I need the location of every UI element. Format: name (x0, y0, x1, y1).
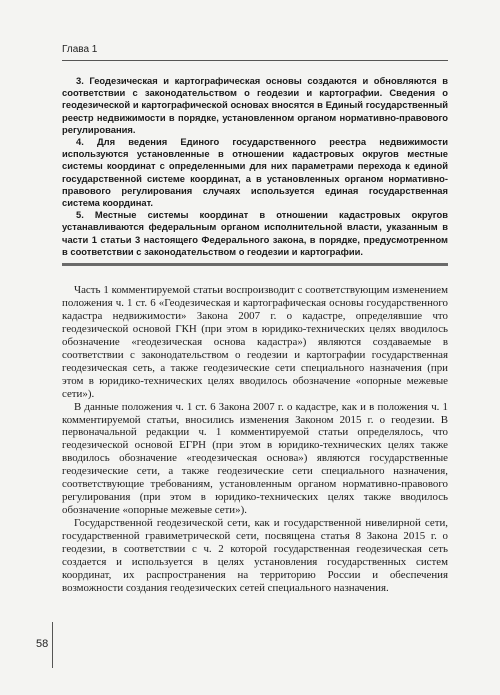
law-block-bottom-rule (62, 263, 448, 266)
law-text-block (62, 75, 448, 258)
chapter-header: Глава 1 (62, 44, 98, 55)
law-paragraph-4: 4. Для ведения Единого государственного реестра недвижимости используются установленные в отношении кадастровых округов местные системы координат с определенными для них параметрами перехода к единой государственной системе координат, а в установленных органом нормативно-правового регулирования случаях используется единая государственная система координат. (62, 136, 448, 209)
commentary-paragraph: Государственной геодезической сети, как и государственной нивелирной сети, государственной гравиметрической сети, посвящена статья 8 Закона 2015 г. о геодезии, в соответствии с ч. 2 которой государственная геодезическая сеть создается и используется в целях установления государственных систем координат, их распространения на территорию России и обеспечения возможности создания геодезических сетей специального назначения. (62, 517, 448, 594)
commentary-block (62, 284, 448, 595)
header-divider (62, 60, 448, 61)
law-paragraph-3: 3. Геодезическая и картографическая основы создаются и обновляются в соответствии с законодательством о геодезии и картографии. Сведения о геодезической и картографической основах вносятся в Единый государственный реестр недвижимости в порядке, установленном органом нормативно-правового регулирования. (62, 75, 448, 135)
commentary-paragraph: В данные положения ч. 1 ст. 6 Закона 2007 г. о кадастре, как и в положения ч. 1 комментируемой статьи, вносились изменения Законом 2015 г. о геодезии. В первоначальной редакции ч. 1 комментируемой статьи определялось, что геодезической основой ЕГРН (при этом в юридико-технических целях также вводилось обозначение «геодезическая основа») являются государственные геодезические сети, а также геодезические сети специального назначения, соответствующие требованиям, установленным органом нормативно-правового регулирования (при этом в юридико-технических целях также вводилось обозначение «опорные межевые сети»). (62, 400, 448, 517)
law-paragraph-5: 5. Местные системы координат в отношении кадастровых округов устанавливаются федеральным органом исполнительной власти, указанным в части 1 статьи 3 настоящего Федерального закона, в порядке, предусмотренном в соответствии с законодательством о геодезии и картографии. (62, 209, 448, 257)
page-number-rule (52, 622, 53, 668)
commentary-paragraph: Часть 1 комментируемой статьи воспроизводит с соответствующим изменением положения ч. 1 ст. 6 «Геодезическая и картографическая основы государственного кадастра недвижимости» Закона 2007 г. о кадастре, определявшие что геодезической основой ГКН (при этом в юридико-технических целях вводилось обозначение «геодезическая основа кадастра») являются создаваемые в соответствии с законодательством о геодезии и картографии государственная геодезическая сеть, а также геодезические сети специального назначения (при этом в юридико-технических целях вводилось обозначение «опорные межевые сети»). (62, 284, 448, 400)
page-number: 58 (36, 638, 49, 650)
